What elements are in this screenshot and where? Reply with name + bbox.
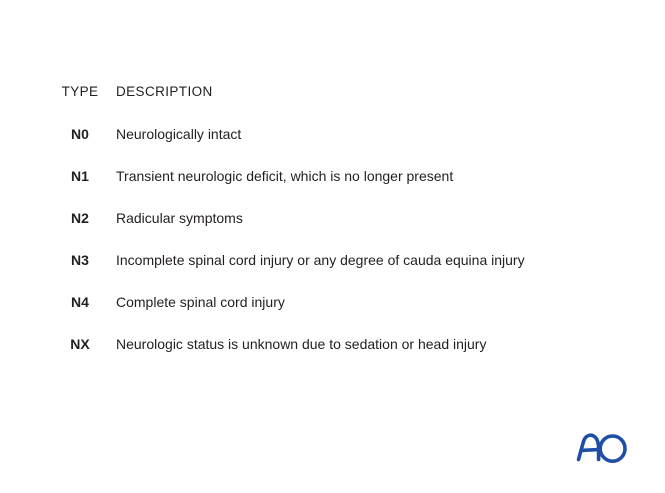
cell-type: N3 [71, 252, 89, 268]
cell-description: Radicular symptoms [116, 210, 243, 226]
cell-description: Complete spinal cord injury [116, 294, 285, 310]
table-row [44, 155, 616, 197]
table-row [44, 113, 616, 155]
cell-description: Incomplete spinal cord injury or any degree of cauda equina injury [116, 252, 525, 268]
column-header-type: TYPE [61, 84, 99, 99]
table-header-row [44, 70, 616, 113]
cell-description: Neurologic status is unknown due to sedation or head injury [116, 336, 487, 352]
cell-type: N4 [71, 294, 89, 310]
cell-type: NX [70, 336, 90, 352]
table-row [44, 323, 616, 365]
column-header-description: DESCRIPTION [116, 84, 213, 99]
neurologic-classification-table [44, 70, 616, 365]
table-row [44, 281, 616, 323]
table-row [44, 197, 616, 239]
cell-type: N2 [71, 210, 89, 226]
cell-description: Neurologically intact [116, 126, 242, 142]
cell-type: N1 [71, 168, 89, 184]
cell-description: Transient neurologic deficit, which is no longer present [116, 168, 454, 184]
cell-type: N0 [71, 126, 89, 142]
table-row [44, 239, 616, 281]
ao-logo [574, 428, 630, 468]
